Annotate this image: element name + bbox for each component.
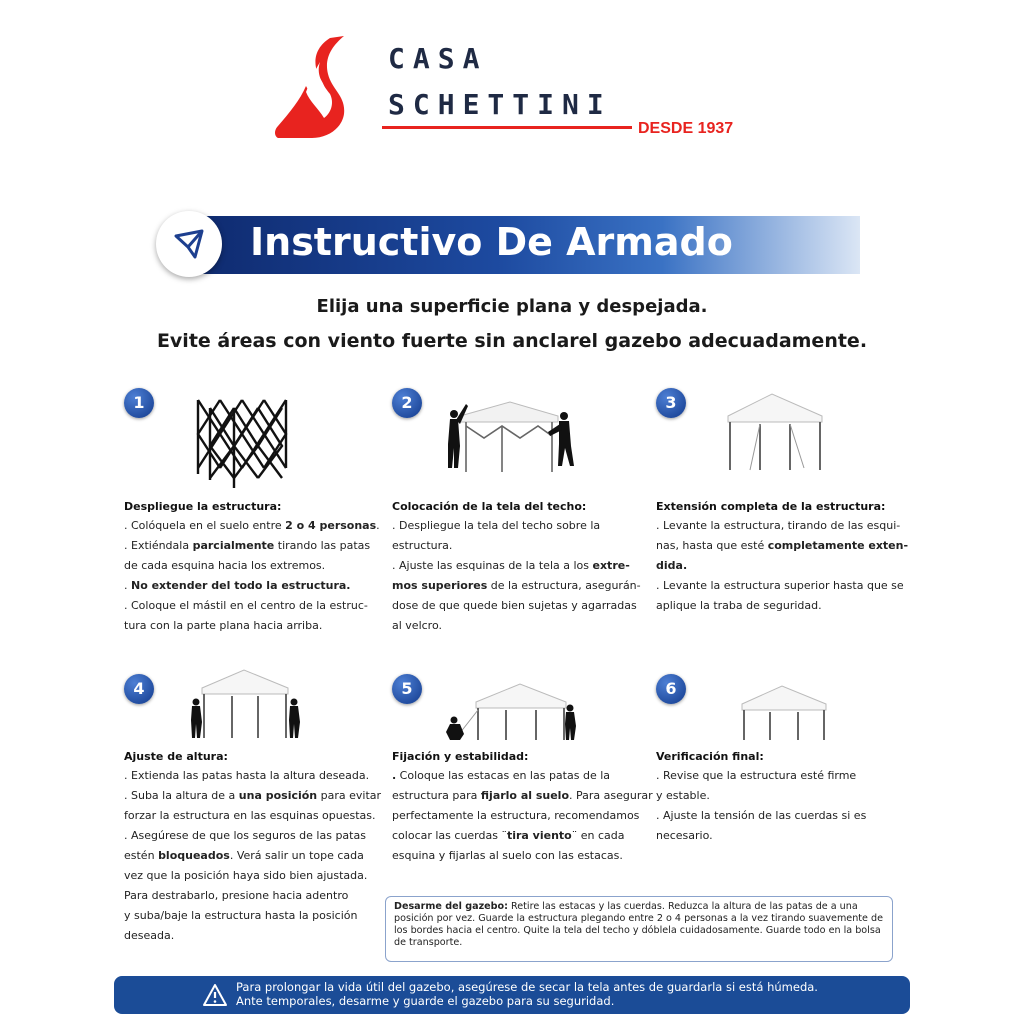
step-text-line: tura con la parte plana hacia arriba. — [124, 619, 323, 632]
brand-name-line2: SCHETTINI — [388, 88, 612, 121]
step-number-5: 5 — [392, 674, 422, 704]
step-text-line: forzar la estructura en las esquinas opuestas. — [124, 809, 376, 822]
step-number-1: 1 — [124, 388, 154, 418]
step-text-line: aplique la traba de seguridad. — [656, 599, 822, 612]
step-text-1 — [124, 516, 380, 636]
footer-line-1: Para prolongar la vida útil del gazebo, asegúrese de secar la tela antes de guardarla si está húmeda. — [236, 980, 818, 994]
step-text-line: dose de que quede bien sujetas y agarradas — [392, 599, 637, 612]
step-text-line: de cada esquina hacia los extremos. — [124, 559, 326, 572]
step-text-line: . Suba la altura de a una posición para evitar — [124, 789, 382, 802]
brand-divider — [382, 126, 632, 129]
step-text-line: Para destrabarlo, presione hacia adentro — [124, 889, 349, 902]
step-text-line: . Extienda las patas hasta la altura deseada. — [124, 769, 370, 782]
step-text-line: . Coloque el mástil en el centro de la estruc- — [124, 599, 368, 612]
footer-warning — [114, 976, 910, 1014]
step-text-line: y suba/baje la estructura hasta la posición — [124, 909, 358, 922]
step-text-line: dida. — [656, 559, 688, 572]
brand-since: DESDE 1937 — [638, 120, 734, 137]
step-number-3: 3 — [656, 388, 686, 418]
disassembly-text: Retire las estacas y las cuerdas. Reduzca la altura de las patas de a una posición por vez. Guarde la estructura plegando entre 2 o 4 personas a la vez tirando suavemente de los bordes hacia el centro. Quite la tela del techo y dóblela cuidadosamente. Guarde todo en la bolsa de transporte. — [394, 901, 883, 948]
step-number-2: 2 — [392, 388, 422, 418]
step-text-line: esquina y fijarlas al suelo con las estacas. — [392, 849, 623, 862]
step-title-3: Extensión completa de la estructura: — [656, 500, 886, 513]
step-text-line: deseada. — [124, 929, 175, 942]
step-text-line: estructura. — [392, 539, 453, 552]
step-title-5: Fijación y estabilidad: — [392, 750, 529, 763]
step-title-4: Ajuste de altura: — [124, 750, 228, 763]
brand-name-line1: CASA — [388, 42, 488, 75]
disassembly-note — [385, 896, 893, 962]
step-text-line: . Despliegue la tela del techo sobre la — [392, 519, 601, 532]
step-number-6: 6 — [656, 674, 686, 704]
step-text-line: necesario. — [656, 829, 713, 842]
step-text-line: . Levante la estructura, tirando de las esqui- — [656, 519, 901, 532]
step-text-line: vez que la posición haya sido bien ajustada. — [124, 869, 368, 882]
step-title-6: Verificación final: — [656, 750, 764, 763]
page-title: Instructivo De Armado — [250, 220, 733, 264]
step-text-line: y estable. — [656, 789, 710, 802]
footer-line-2: Ante temporales, desarme y guarde el gazebo para su seguridad. — [236, 994, 615, 1008]
intro-line-1: Elija una superficie plana y despejada. — [316, 296, 708, 317]
step-text-line: . Ajuste las esquinas de la tela a los extre- — [392, 559, 630, 572]
finished-gazebo-icon — [736, 682, 832, 742]
paper-plane-icon — [173, 228, 205, 260]
extended-gazebo-icon — [720, 390, 830, 474]
step-text-line: . Extiéndala parcialmente tirando las patas — [124, 539, 371, 552]
brand-logo — [272, 32, 752, 144]
step-text-6 — [656, 766, 866, 846]
step-text-3 — [656, 516, 908, 616]
brand-s-mark-icon — [272, 32, 382, 144]
title-banner — [200, 216, 860, 274]
step-text-5 — [392, 766, 653, 866]
staking-gazebo-icon — [440, 680, 580, 742]
step-title-1: Despliegue la estructura: — [124, 500, 282, 513]
step-text-line: . Coloque las estacas en las patas de la — [392, 769, 610, 782]
step-text-line: al velcro. — [392, 619, 442, 632]
banner-badge — [156, 211, 222, 277]
step-text-4 — [124, 766, 381, 946]
step-text-line: . No extender del todo la estructura. — [124, 579, 351, 592]
step-text-line: colocar las cuerdas ¨tira viento¨ en cada — [392, 829, 625, 842]
step-text-line: . Levante la estructura superior hasta que se — [656, 579, 904, 592]
step-number-4: 4 — [124, 674, 154, 704]
step-text-line: . Revise que la estructura esté firme — [656, 769, 857, 782]
step-text-2 — [392, 516, 641, 636]
disassembly-label: Desarme del gazebo: — [394, 901, 508, 912]
step-text-line: estén bloqueados. Verá salir un tope cada — [124, 849, 364, 862]
folded-frame-icon — [190, 394, 302, 490]
warning-icon — [202, 983, 228, 1007]
step-text-line: . Colóquela en el suelo entre 2 o 4 personas. — [124, 519, 380, 532]
step-title-2: Colocación de la tela del techo: — [392, 500, 587, 513]
step-text-line: perfectamente la estructura, recomendamos — [392, 809, 640, 822]
intro-line-2: Evite áreas con viento fuerte sin anclarel gazebo adecuadamente. — [156, 330, 868, 352]
height-adjust-icon — [186, 666, 304, 742]
step-text-line: mos superiores de la estructura, asegurán- — [392, 579, 641, 592]
step-text-line: estructura para fijarlo al suelo. Para asegurar — [392, 789, 653, 802]
placing-canopy-icon — [440, 392, 580, 476]
step-text-line: . Ajuste la tensión de las cuerdas si es — [656, 809, 867, 822]
step-text-line: . Asegúrese de que los seguros de las patas — [124, 829, 366, 842]
step-text-line: nas, hasta que esté completamente exten- — [656, 539, 909, 552]
